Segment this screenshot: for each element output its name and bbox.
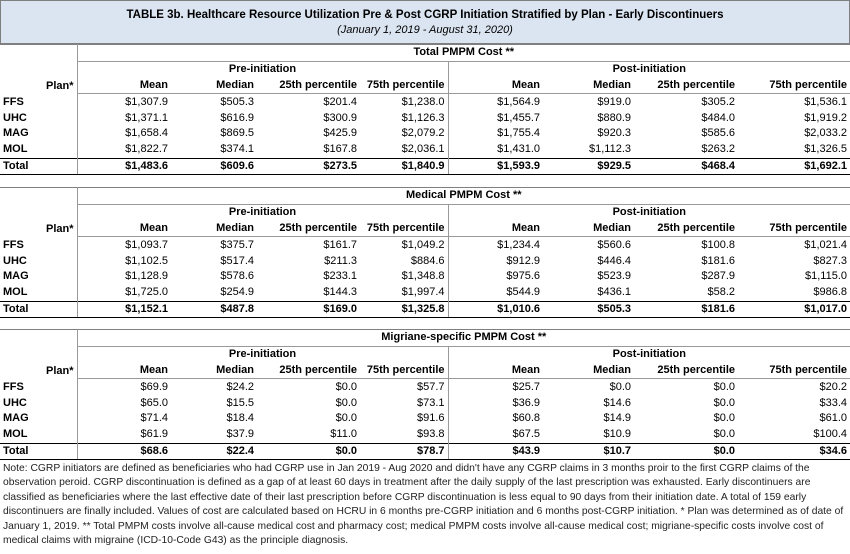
column-header: Mean [77, 363, 171, 379]
cost-cell: $14.6 [603, 396, 631, 409]
cost-cell: $920.3 [597, 127, 631, 140]
cost-cell: $1,692.1 [738, 158, 850, 175]
table-row [0, 395, 850, 411]
cost-cell: $100.8 [701, 238, 735, 251]
cost-cell: $287.9 [701, 270, 735, 283]
table-row [0, 411, 850, 427]
cost-cell: $305.2 [701, 95, 735, 108]
column-header: Median [543, 221, 634, 237]
pre-initiation-header: Pre-initiation [77, 204, 448, 220]
cost-cell: $211.3 [324, 254, 357, 267]
footnote: Note: CGRP initiators are defined as beneficiaries who had CGRP use in Jan 2019 - Aug 2020 and didn't have any CGRP claims in 3 months proir to the first CGRP claims of the observation peroid. CGRP discontinuation is defined as a gap of at least 60 days in treatment after the daily supply of the last prescription was exhausted. Early discontinuers are classified as beneficiaries where the last effective date of their last prescription before CGRP discontinuation is less equal to 90 days from their initiation date. A total of 159 early discontinuers are finally included. Values of cost are calculated based on HCRU in 6 months pre-CGRP initiation and 6 months post-CGRP initiation. * Plan was determined as of date of January 1, 2019. ** Total PMPM costs involve all-cause medical cost and pharmacy cost; medical PMPM costs involve all-cause medical cost; migriane-specific costs involve cost of medical claims with migraine (ICD-10-Code G43) as the principle diagnosis. [3, 463, 844, 547]
cost-cell: $919.0 [597, 95, 631, 108]
plan-label: UHC [0, 110, 77, 126]
cost-cell: $560.6 [597, 238, 631, 251]
total-row [0, 443, 850, 460]
column-header: 75th percentile [360, 221, 448, 237]
plan-label: UHC [0, 395, 77, 411]
cost-cell: $169.0 [257, 301, 360, 318]
cost-cell: $22.4 [171, 443, 257, 460]
column-header: Median [171, 78, 257, 94]
cost-cell: $0.0 [713, 412, 735, 425]
column-header: Median [171, 363, 257, 379]
plan-label: FFS [0, 379, 77, 395]
cost-cell: $1,115.0 [805, 270, 848, 283]
column-header: Median [543, 363, 634, 379]
cost-cell: $11.0 [330, 428, 357, 441]
cost-cell: $10.7 [543, 443, 634, 460]
cost-cell: $15.5 [226, 396, 254, 409]
cost-cell: $68.6 [77, 443, 171, 460]
cost-cell: $1,483.6 [77, 158, 171, 175]
column-header: Mean [77, 221, 171, 237]
column-header: 25th percentile [634, 221, 738, 237]
cost-cell: $517.4 [220, 254, 254, 267]
cost-cell: $505.3 [220, 95, 254, 108]
cost-cell: $0.0 [713, 396, 735, 409]
cost-cell: $505.3 [543, 301, 634, 318]
cost-cell: $254.9 [220, 286, 254, 299]
cost-cell: $1,455.7 [497, 111, 540, 124]
cost-cell: $57.7 [360, 379, 448, 395]
table-title-box [0, 0, 850, 44]
cost-cell: $1,919.2 [804, 111, 848, 124]
cost-cell: $2,079.2 [360, 126, 448, 142]
cost-cell: $1,536.1 [804, 95, 848, 108]
column-header: Median [171, 221, 257, 237]
cost-cell: $78.7 [360, 443, 448, 460]
cost-cell: $1,755.4 [497, 127, 540, 140]
cost-cell: $1,431.0 [497, 143, 540, 156]
cost-cell: $37.9 [226, 428, 254, 441]
plan-header: Plan* [0, 330, 77, 379]
column-header: 75th percentile [360, 78, 448, 94]
cost-cell: $1,112.3 [588, 143, 631, 156]
cost-cell: $201.4 [323, 95, 357, 108]
table-row [0, 94, 850, 110]
cost-cell: $375.7 [220, 238, 254, 251]
cost-cell: $1,564.9 [497, 95, 540, 108]
cost-cell: $975.6 [506, 270, 540, 283]
cost-cell: $167.8 [323, 143, 357, 156]
cost-cell: $33.4 [819, 396, 848, 409]
cost-table-3 [0, 329, 850, 460]
cost-cell: $0.0 [713, 380, 735, 393]
cost-cell: $73.1 [360, 395, 448, 411]
cost-cell: $93.8 [360, 427, 448, 443]
cost-cell: $1,348.8 [360, 269, 448, 285]
column-header: 25th percentile [257, 78, 360, 94]
cost-table-1 [0, 44, 850, 175]
cost-table-2 [0, 187, 850, 318]
cost-cell: $71.4 [140, 412, 168, 425]
cost-cell: $1,371.1 [125, 111, 168, 124]
column-header: 25th percentile [634, 363, 738, 379]
cost-cell: $436.1 [597, 286, 631, 299]
column-header: 75th percentile [738, 78, 850, 94]
cost-cell: $300.9 [323, 111, 357, 124]
cost-cell: $20.2 [819, 380, 848, 393]
cost-cell: $65.0 [140, 396, 168, 409]
cost-cell: $1,725.0 [125, 286, 168, 299]
cost-cell: $578.6 [220, 270, 254, 283]
cost-cell: $1,307.9 [125, 95, 168, 108]
column-header: 25th percentile [257, 363, 360, 379]
cost-cell: $544.9 [506, 286, 540, 299]
cost-cell: $1,126.3 [360, 110, 448, 126]
cost-cell: $18.4 [226, 412, 254, 425]
cost-cell: $36.9 [512, 396, 540, 409]
cost-cell: $880.9 [597, 111, 631, 124]
table-row [0, 379, 850, 395]
column-header: Median [543, 78, 634, 94]
cost-cell: $0.0 [335, 412, 357, 425]
cost-cell: $69.9 [140, 380, 168, 393]
cost-cell: $468.4 [634, 158, 738, 175]
table-title: TABLE 3b. Healthcare Resource Utilization Pre & Post CGRP Initiation Stratified by Plan - Early Discontinuers [126, 9, 724, 21]
table-row [0, 427, 850, 443]
table-row [0, 126, 850, 142]
cost-cell: $484.0 [701, 111, 735, 124]
cost-cell: $161.7 [323, 238, 357, 251]
cost-cell: $0.0 [335, 380, 357, 393]
table-row [0, 253, 850, 269]
cost-cell: $181.6 [634, 301, 738, 318]
cost-cell: $0.0 [257, 443, 360, 460]
cost-cell: $181.6 [701, 254, 735, 267]
table-row [0, 269, 850, 285]
column-header: Mean [77, 78, 171, 94]
cost-cell: $2,036.1 [360, 142, 448, 158]
cost-cell: $100.4 [813, 428, 848, 441]
cost-cell: $43.9 [448, 443, 543, 460]
cost-cell: $61.0 [819, 412, 848, 425]
cost-cell: $10.9 [603, 428, 631, 441]
cost-cell: $0.0 [609, 380, 631, 393]
plan-label: MAG [0, 126, 77, 142]
cost-cell: $1,049.2 [360, 237, 448, 253]
cost-cell: $1,017.0 [738, 301, 850, 318]
cost-cell: $1,822.7 [125, 143, 168, 156]
cost-cell: $446.4 [597, 254, 631, 267]
cost-cell: $14.9 [603, 412, 631, 425]
column-header: 25th percentile [634, 78, 738, 94]
cost-cell: $585.6 [701, 127, 735, 140]
cost-cell: $25.7 [512, 380, 540, 393]
section-caption: Total PMPM Cost ** [77, 45, 850, 62]
cost-cell: $60.8 [512, 412, 540, 425]
plan-label: Total [0, 443, 77, 460]
cost-cell: $61.9 [140, 428, 168, 441]
cost-cell: $0.0 [335, 396, 357, 409]
table-row [0, 110, 850, 126]
plan-label: FFS [0, 237, 77, 253]
plan-label: FFS [0, 94, 77, 110]
cost-cell: $1,997.4 [360, 285, 448, 301]
cost-cell: $67.5 [512, 428, 540, 441]
table-row [0, 237, 850, 253]
cost-cell: $869.5 [220, 127, 254, 140]
table-row [0, 285, 850, 301]
cost-cell: $34.6 [738, 443, 850, 460]
cost-cell: $912.9 [506, 254, 540, 267]
plan-label: Total [0, 301, 77, 318]
plan-label: MOL [0, 427, 77, 443]
column-header: 75th percentile [738, 221, 850, 237]
section-caption: Migriane-specific PMPM Cost ** [77, 330, 850, 347]
plan-label: MOL [0, 142, 77, 158]
cost-cell: $91.6 [360, 411, 448, 427]
plan-label: MAG [0, 269, 77, 285]
plan-label: UHC [0, 253, 77, 269]
table-row [0, 142, 850, 158]
cost-cell: $2,033.2 [804, 127, 848, 140]
plan-label: MAG [0, 411, 77, 427]
cost-cell: $1,010.6 [448, 301, 543, 318]
total-row [0, 301, 850, 318]
cost-cell: $986.8 [813, 286, 848, 299]
cost-cell: $487.8 [171, 301, 257, 318]
cost-cell: $929.5 [543, 158, 634, 175]
cost-cell: $58.2 [707, 286, 735, 299]
plan-header: Plan* [0, 45, 77, 94]
column-header: 75th percentile [738, 363, 850, 379]
post-initiation-header: Post-initiation [612, 206, 686, 219]
cost-cell: $24.2 [226, 380, 254, 393]
plan-label: MOL [0, 285, 77, 301]
cost-cell: $1,093.7 [125, 238, 168, 251]
cost-cell: $1,102.5 [125, 254, 168, 267]
cost-cell: $616.9 [220, 111, 254, 124]
cost-cell: $1,326.5 [804, 143, 848, 156]
plan-header: Plan* [0, 188, 77, 237]
column-header: Mean [448, 363, 543, 379]
cost-cell: $273.5 [257, 158, 360, 175]
cost-cell: $1,234.4 [497, 238, 540, 251]
post-initiation-header: Post-initiation [612, 348, 686, 361]
table-subtitle: (January 1, 2019 - August 31, 2020) [337, 24, 513, 36]
pre-initiation-header: Pre-initiation [77, 346, 448, 362]
cost-cell: $374.1 [220, 143, 254, 156]
cost-cell: $1,021.4 [804, 238, 848, 251]
column-header: Mean [448, 78, 543, 94]
plan-label: Total [0, 158, 77, 175]
cost-cell: $0.0 [713, 428, 735, 441]
cost-cell: $1,238.0 [360, 94, 448, 110]
cost-cell: $523.9 [597, 270, 631, 283]
cost-cell: $609.6 [171, 158, 257, 175]
column-header: Mean [448, 221, 543, 237]
post-initiation-header: Post-initiation [612, 63, 686, 76]
cost-cell: $1,325.8 [360, 301, 448, 318]
column-header: 25th percentile [257, 221, 360, 237]
pre-initiation-header: Pre-initiation [77, 61, 448, 77]
cost-cell: $144.3 [323, 286, 357, 299]
cost-cell: $884.6 [360, 253, 448, 269]
cost-cell: $263.2 [701, 143, 735, 156]
cost-cell: $1,840.9 [360, 158, 448, 175]
cost-cell: $233.1 [323, 270, 357, 283]
section-caption: Medical PMPM Cost ** [77, 188, 850, 205]
cost-cell: $827.3 [813, 254, 848, 267]
cost-cell: $1,593.9 [448, 158, 543, 175]
cost-cell: $425.9 [323, 127, 357, 140]
cost-cell: $1,152.1 [77, 301, 171, 318]
cost-cell: $1,128.9 [125, 270, 168, 283]
cost-cell: $1,658.4 [125, 127, 168, 140]
total-row [0, 158, 850, 175]
column-header: 75th percentile [360, 363, 448, 379]
cost-cell: $0.0 [634, 443, 738, 460]
